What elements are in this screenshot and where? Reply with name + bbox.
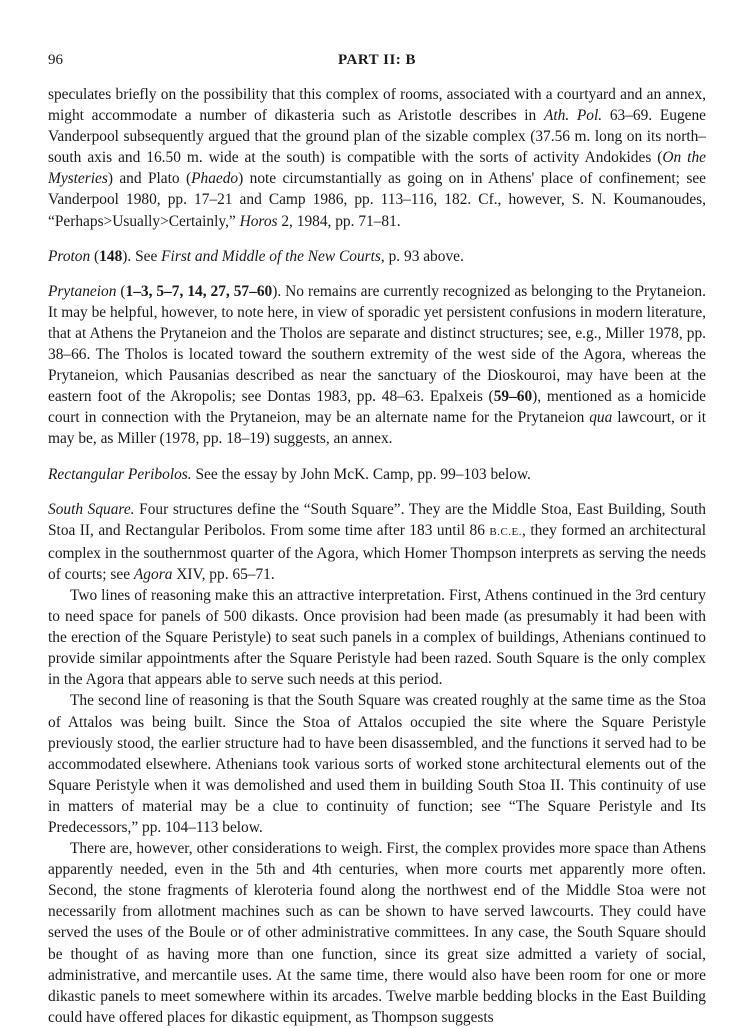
paragraph-reasoning-first: Two lines of reasoning make this an attractive interpretation. First, Athens continued in the 3rd century to need space for panels of 500 dikasts. Once provision had been made (as presumably it had been with the erection of the Square Peristyle) to seat such panels in a complex of buildings, Athenians continued to provide similar appointments after the Square Peristyle had been razed. South Square is the only complex in the Agora that appears able to serve such needs at this period. [48, 586, 706, 689]
entry-term: Proton [48, 247, 91, 265]
entry-proton: Proton (148). See First and Middle of the New Courts, p. 93 above. [48, 247, 464, 265]
page-number: 96 [48, 52, 63, 68]
entry-term: Prytaneion [48, 282, 117, 300]
entry-south-square: South Square. Four structures define the “South Square”. They are the Middle Stoa, East Building, South Stoa II, and Rectangular Peribolos. From some time after 183 until 86 B.C.E., they formed an architectural complex in the southernmost quarter of the Agora, which Homer Thompson interprets as serving the needs of courts; see Agora XIV, pp. 65–71. [48, 500, 707, 583]
entry-refs: 148 [99, 247, 123, 265]
entry-rectangular-peribolos: Rectangular Peribolos. See the essay by John McK. Camp, pp. 99–103 below. [48, 465, 531, 483]
page-body [48, 84, 706, 1028]
page-header [48, 52, 706, 74]
paragraph-considerations: There are, however, other considerations to weigh. First, the complex provides more space than Athens apparently needed, even in the 5th and 4th centuries, when more courts met apparently more often. Second, the stone fragments of kleroteria found along the northwest end of the Middle Stoa were not necessarily from allotment machines such as can be shown to have served lawcourts. They could have served the uses of the Boule or of other administrative committees. In any case, the South Square should be thought of as having more than one function, since its great size admitted a variety of social, administrative, and mercantile uses. At the same time, there would also have been room for one or more dikastic panels to meet somewhere within its arcades. Twelve marble bedding blocks in the East Building could have offered places for dikastic equipment, as Thompson suggests [48, 840, 706, 1026]
paragraph-continuation: speculates briefly on the possibility that this complex of rooms, associated with a courtyard and an annex, might accommodate a number of dikasteria such as Aristotle describes in Ath. Pol. 63–69. Eugene Vanderpool subsequently argued that the ground plan of the sizable complex (37.56 m. long on its north–south axis and 16.50 m. wide at the south) is compatible with the sorts of activity Andokides (On the Mysteries) and Plato (Phaedo) note circumstantially as going on in Athens' place of confinement; see Vanderpool 1980, pp. 17–21 and Camp 1986, pp. 113–116, 182. Cf., however, S. N. Koumanoudes, “Perhaps>Usually>Certainly,” Horos 2, 1984, pp. 71–81. [48, 86, 707, 230]
paragraph-reasoning-second: The second line of reasoning is that the South Square was created roughly at the same time as the Stoa of Attalos was being built. Since the Stoa of Attalos occupied the site where the Square Peristyle previously stood, the earlier structure had to have been disassembled, and the functions it served had to be accommodated elsewhere. Athenians took various sorts of worked stone architectural elements out of the Square Peristyle when it was demolished and used them in building South Stoa II. This continuity of use in matters of material may be a clue to continuity of function; see “The Square Peristyle and Its Predecessors,” pp. 104–113 below. [48, 692, 706, 836]
entry-refs: 1–3, 5–7, 14, 27, 57–60 [125, 282, 273, 300]
running-head: PART II: B [337, 52, 417, 68]
entry-term: South Square. [48, 500, 135, 518]
entry-prytaneion: Prytaneion (1–3, 5–7, 14, 27, 57–60). No remains are currently recognized as belonging to the Prytaneion. It may be helpful, however, to note here, in view of sporadic yet persistent confusions in modern literature, that at Athens the Prytaneion and the Tholos are separate and distinct structures; see, e.g., Miller 1978, pp. 38–66. The Tholos is located toward the southern extremity of the west side of the Agora, whereas the Prytaneion, which Pausanias described as near the sanctuary of the Dioskouroi, may have been at the eastern foot of the Akropolis; see Dontas 1983, pp. 48–63. Epalxeis (59–60), mentioned as a homicide court in connection with the Prytaneion, may be an alternate name for the Prytaneion qua lawcourt, or it may be, as Miller (1978, pp. 18–19) suggests, an annex. [48, 282, 706, 448]
entry-term: Rectangular Peribolos. [48, 465, 192, 483]
